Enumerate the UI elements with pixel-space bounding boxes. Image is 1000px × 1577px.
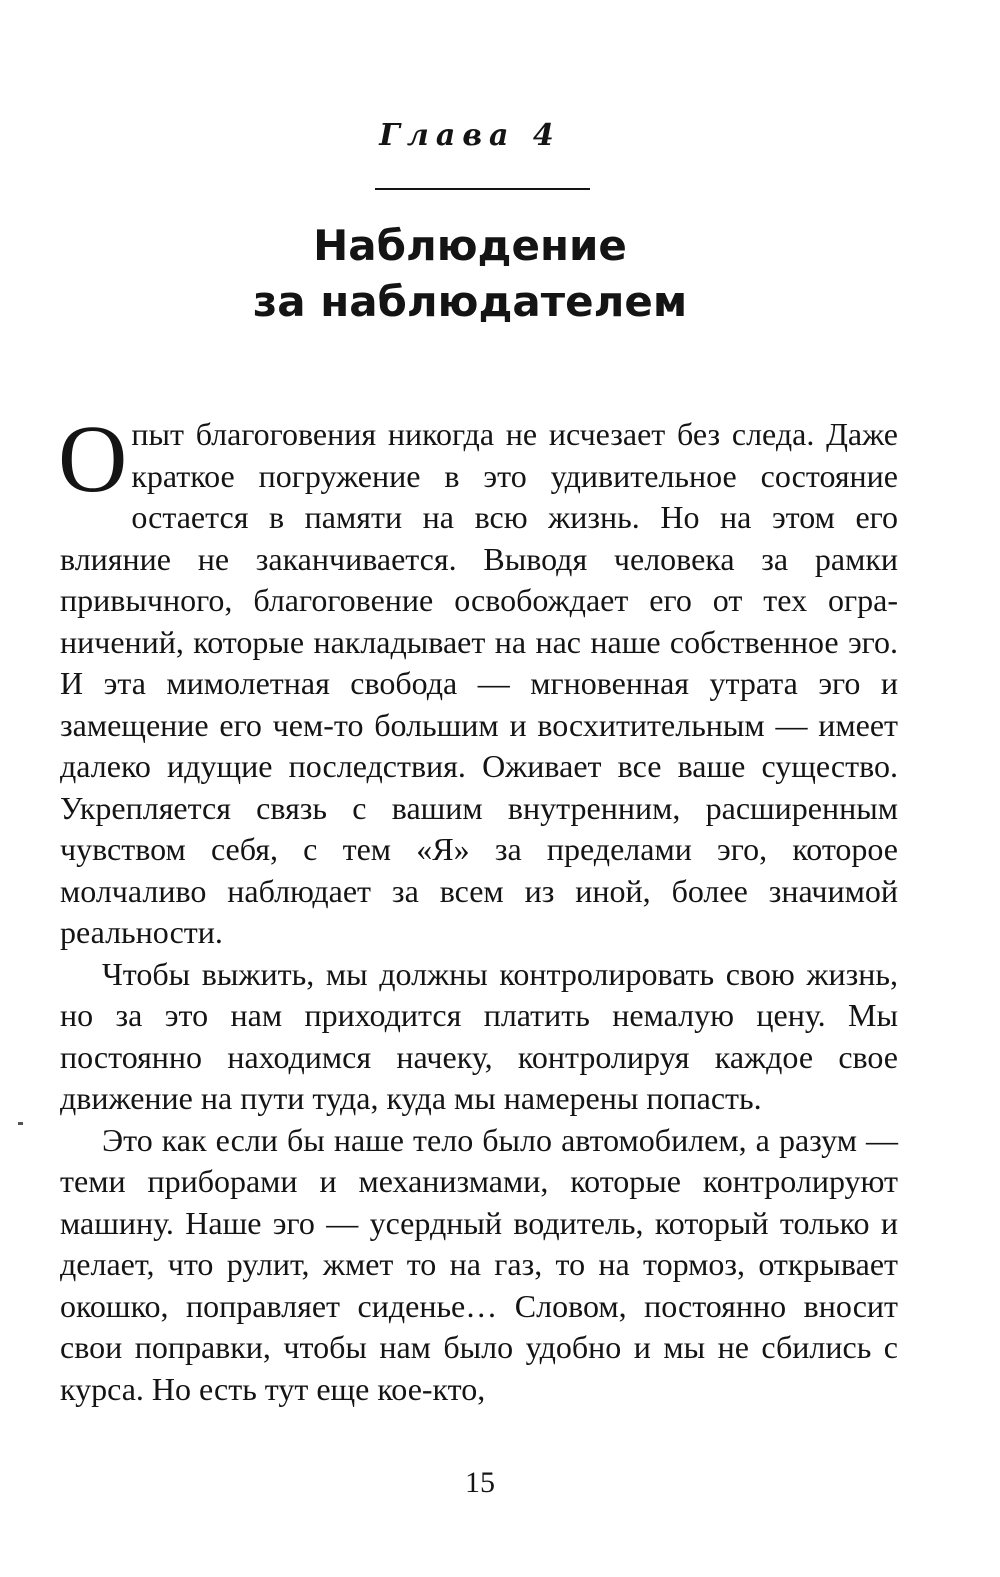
- chapter-title-line-1: Наблюдение: [313, 221, 627, 270]
- paragraph-2: Чтобы выжить, мы должны контролировать свою жизнь, но за это нам приходится платить немалую цену. Мы постоянно находимся начеку, контролируя каждое свое движение на пути туда, куда мы намерены попасть.: [60, 955, 898, 1116]
- paragraph-1-text: пыт благоговения никогда не исчезает без следа. Даже краткое погружение в это удивительное состояние остается в памяти на всю жизнь. Но на этом его влияние не заканчивается. Выводя человека за рамки привычного, благоговение освобождает его от тех ограничений, которые накладывает на нас наше собственное эго. И эта мимолетная свобода — мгновенная утрата эго и замещение его чем-то большим и восхитительным — имеет далеко идущие последствия. Оживает все ваше существо. Укрепляется связь с вашим внутренним, расширенным чувством себя, с тем «Я» за пределами эго, которое молчаливо наблюдает за всем из иной, более значимой реальности.: [60, 416, 898, 950]
- chapter-label: Глава 4: [379, 118, 561, 153]
- page-number: 15: [465, 1466, 495, 1499]
- paragraph-1: [58, 405, 898, 954]
- chapter-title-line-2: за наблюдателем: [252, 277, 688, 326]
- body-text: [58, 405, 898, 1410]
- chapter-divider: [375, 188, 590, 190]
- print-speck: [18, 1122, 23, 1125]
- chapter-title: [0, 218, 940, 330]
- drop-cap: О: [58, 405, 128, 512]
- paragraph-3: Это как если бы наше тело было автомобилем, а разум — теми приборами и механизмами, которые контролируют машину. Наше эго — усердный водитель, который только и делает, что рулит, жмет то на газ, то на тормоз, открывает окошко, поправляет сиденье… Словом, постоянно вносит свои поправки, чтобы нам было удобно и мы не сбились с курса. Но есть тут еще кое-кто,: [60, 1121, 898, 1407]
